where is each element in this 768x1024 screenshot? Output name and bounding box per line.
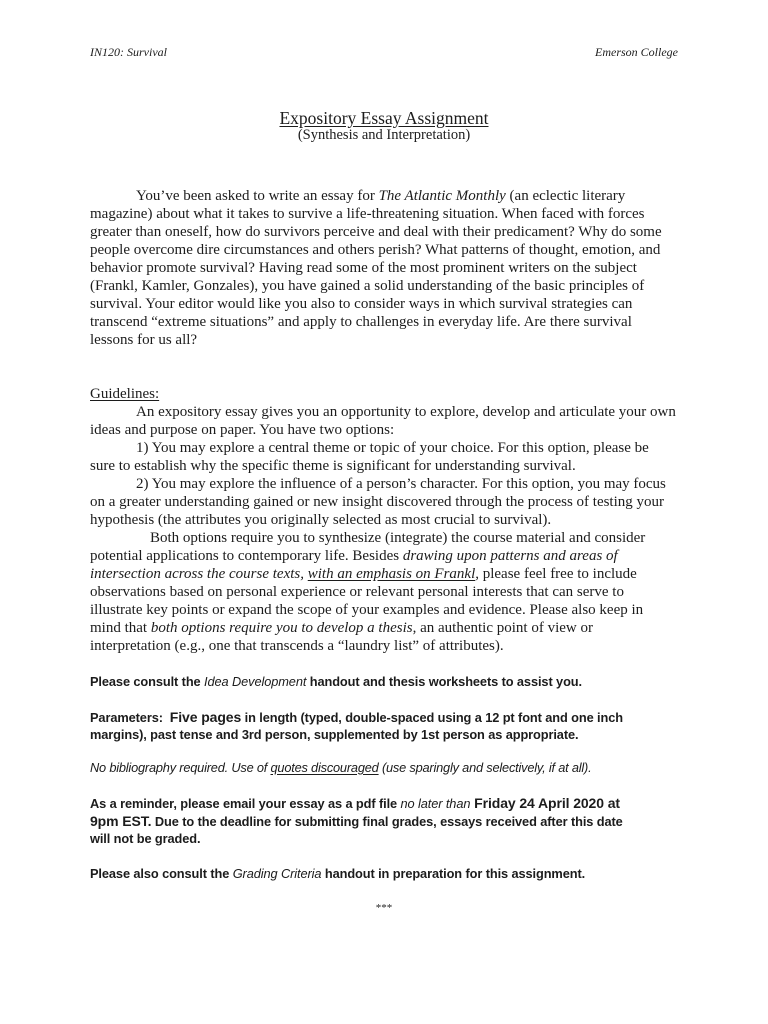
text-line: behavior promote survival? Having read some of the most prominent writers on the subject (90, 260, 637, 276)
text-run: , please feel free to include (475, 566, 637, 582)
page-count: Five pages (169, 709, 242, 725)
text-run: You’ve been asked to write an essay for (136, 188, 379, 204)
text-line: transcend “extreme situations” and apply to challenges in everyday life. Are there survival (90, 314, 632, 330)
text-line (90, 187, 662, 205)
document-subtitle: (Synthesis and Interpretation) (297, 127, 471, 143)
handout-name: Idea Development (204, 674, 307, 689)
page-header (90, 44, 678, 60)
text-line (90, 708, 623, 726)
text-line: illustrate key points or expand the scope of your examples and evidence. Please also keep in (90, 602, 644, 618)
magazine-title: The Atlantic Monthly (378, 188, 506, 204)
text-run: in length (typed, double-spaced using a 12 pt font and one inch (241, 710, 623, 725)
parameters-label: Parameters: (90, 710, 170, 725)
text-run: handout and thesis worksheets to assist you. (306, 674, 582, 689)
intro-paragraph (90, 187, 662, 349)
emphasis-text: drawing upon patterns and areas of (402, 548, 618, 564)
text-line: will not be graded. (90, 831, 201, 846)
text-line: Both options require you to synthesize (integrate) the course material and consider (150, 530, 646, 546)
text-line: interpretation (e.g., one that transcends a “laundry list” of attributes). (90, 638, 504, 654)
deadline-reminder (90, 794, 623, 848)
text-run: No bibliography required. Use of (90, 760, 271, 775)
course-code: IN120: Survival (90, 45, 167, 59)
text-line (90, 812, 623, 830)
text-line (90, 673, 582, 691)
text-line: sure to establish why the specific theme is significant for understanding survival. (90, 458, 576, 474)
text-line: ideas and purpose on paper. You have two options: (90, 422, 395, 438)
emphasis-underlined-text: with an emphasis on Frankl (307, 566, 476, 582)
text-line: greater than oneself, how do survivors perceive and deal with their predicament? Why do some (90, 224, 662, 240)
text-run: mind that (90, 620, 151, 636)
text-line: hypothesis (the attributes you originally selected as most crucial to survival). (90, 512, 552, 528)
institution-name: Emerson College (595, 45, 678, 59)
text-run: handout in preparation for this assignment. (321, 866, 586, 881)
text-line: lessons for us all? (90, 332, 198, 348)
text-run: Please also consult the (90, 866, 233, 881)
deadline-time: 9pm EST. (90, 813, 152, 829)
text-run: As a reminder, please email your essay as a pdf file (90, 796, 401, 811)
text-run: , an authentic point of view or (412, 620, 593, 636)
text-run: (an eclectic literary (505, 188, 626, 204)
text-line: margins), past tense and 3rd person, supplemented by 1st person as appropriate. (90, 727, 579, 742)
parameters-note (90, 708, 623, 744)
document-title: Expository Essay Assignment (279, 108, 489, 128)
emphasis-text: no later than (400, 796, 471, 811)
text-run: potential applications to contemporary life. Besides (90, 548, 403, 564)
underlined-text: quotes discouraged (270, 760, 379, 775)
guidelines-section (90, 385, 676, 655)
emphasis-text: both options require you to develop a thesis (150, 620, 413, 636)
consult-note (90, 673, 582, 691)
text-line: people overcome dire circumstances and others perish? What patterns of thought, emotion, and (90, 242, 661, 258)
text-run: Due to the deadline for submitting final grades, essays received after this date (151, 814, 623, 829)
text-line (90, 619, 676, 637)
text-line: survival. Your editor would like you also to consider ways in which survival strategies can (90, 296, 633, 312)
grading-note (90, 865, 585, 883)
deadline-date: Friday 24 April 2020 at (470, 795, 620, 811)
text-line: An expository essay gives you an opportunity to explore, develop and articulate your own (136, 404, 676, 420)
guidelines-heading: Guidelines: (90, 386, 160, 402)
emphasis-text: intersection across the course texts, (90, 566, 308, 582)
text-line (90, 547, 676, 565)
text-line: on a greater understanding gained or new insight discovered through the process of testing your (90, 494, 665, 510)
option-two-line: 2) You may explore the influence of a person’s character. For this option, you may focus (136, 476, 666, 492)
option-one-line: 1) You may explore a central theme or topic of your choice. For this option, please be (136, 440, 649, 456)
handout-name: Grading Criteria (232, 866, 322, 881)
text-line (90, 565, 676, 583)
text-line: observations based on personal experience or relevant personal interests that can serve to (90, 584, 624, 600)
text-line (90, 865, 585, 883)
text-line (90, 794, 623, 812)
section-break-mark: *** (375, 902, 393, 914)
bibliography-note (90, 759, 591, 777)
text-line (90, 759, 591, 777)
text-line: (Frankl, Kamler, Gonzales), you have gained a solid understanding of the basic principles of (90, 278, 645, 294)
text-run: Please consult the (90, 674, 205, 689)
text-run: (use sparingly and selectively, if at all). (378, 760, 592, 775)
text-line: magazine) about what it takes to survive a life-threatening situation. When faced with forces (90, 206, 645, 222)
